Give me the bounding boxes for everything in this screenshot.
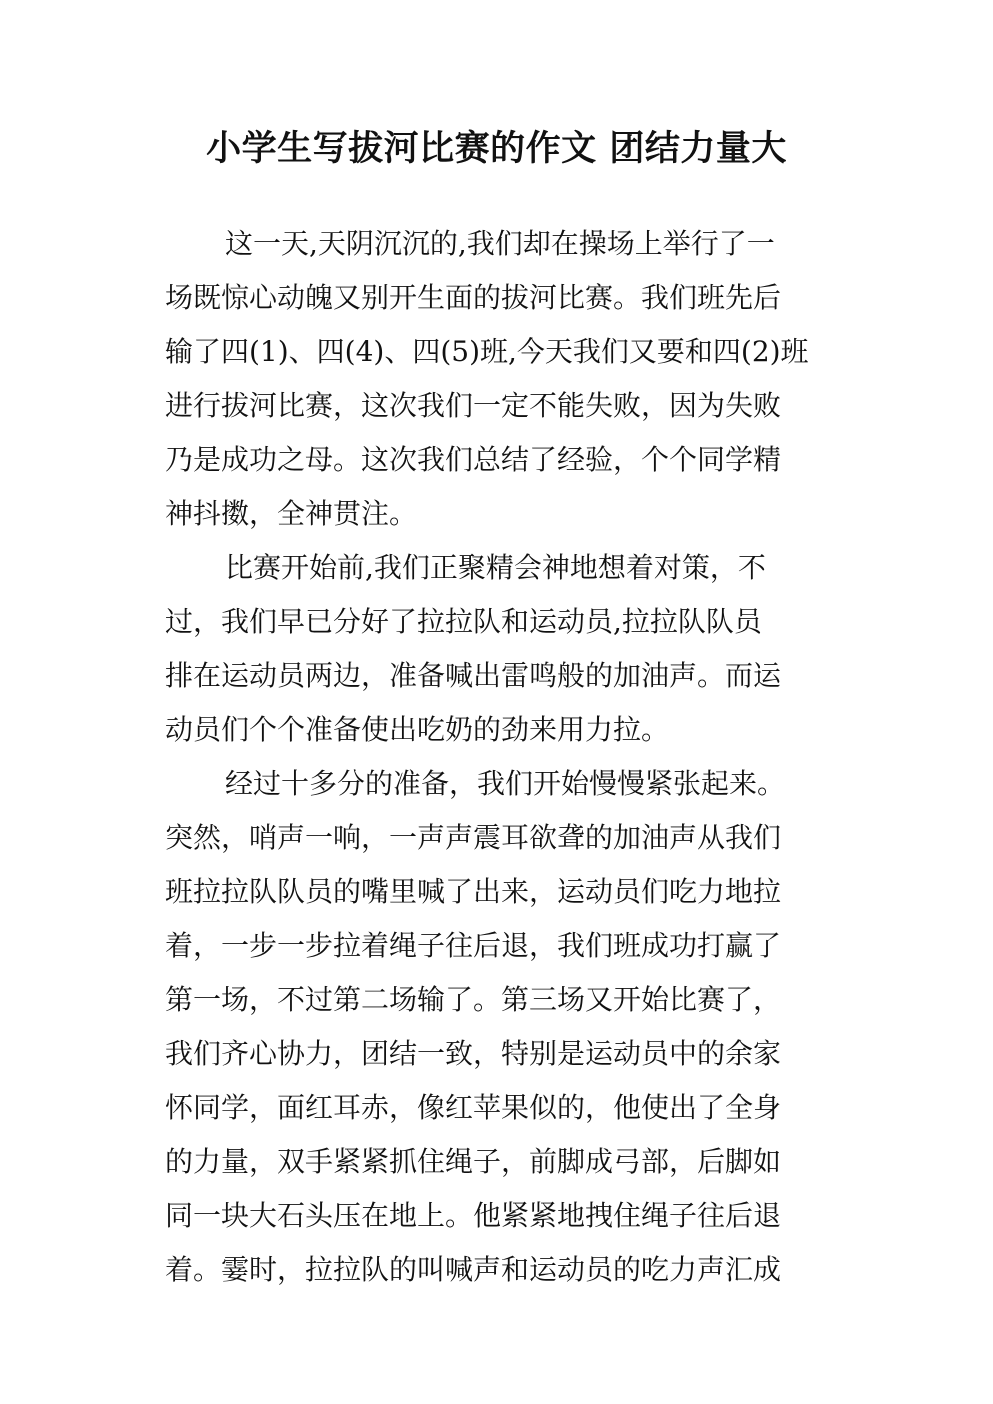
text-line: 第一场，不过第二场输了。第三场又开始比赛了， xyxy=(165,983,782,1016)
text-line: 神抖擞，全神贯注。 xyxy=(165,497,418,530)
essay-body xyxy=(165,217,885,1297)
text-line: 排在运动员两边，准备喊出雷鸣般的加油声。而运 xyxy=(165,659,782,692)
text-line: 输了四(1)、四(4)、四(5)班,今天我们又要和四(2)班 xyxy=(165,335,809,368)
text-line: 同一块大石头压在地上。他紧紧地拽住绳子往后退 xyxy=(165,1199,782,1232)
text-line: 过，我们早已分好了拉拉队和运动员,拉拉队队员 xyxy=(165,605,762,638)
text-line: 比赛开始前,我们正聚精会神地想着对策，不 xyxy=(225,551,766,584)
text-line: 动员们个个准备使出吃奶的劲来用力拉。 xyxy=(165,713,670,746)
text-line: 班拉拉队队员的嘴里喊了出来，运动员们吃力地拉 xyxy=(165,875,782,908)
text-line: 进行拔河比赛，这次我们一定不能失败，因为失败 xyxy=(165,389,782,422)
text-line: 着。霎时，拉拉队的叫喊声和运动员的吃力声汇成 xyxy=(165,1253,782,1286)
document-title: 小学生写拔河比赛的作文 团结力量大 xyxy=(206,129,787,169)
text-line: 我们齐心协力，团结一致，特别是运动员中的余家 xyxy=(165,1037,782,1070)
text-line: 的力量，双手紧紧抓住绳子，前脚成弓部，后脚如 xyxy=(165,1145,782,1178)
text-line: 经过十多分的准备，我们开始慢慢紧张起来。 xyxy=(225,767,786,800)
text-line: 乃是成功之母。这次我们总结了经验，个个同学精 xyxy=(165,443,782,476)
text-line: 这一天,天阴沉沉的,我们却在操场上举行了一 xyxy=(225,227,775,260)
text-line: 怀同学，面红耳赤，像红苹果似的，他使出了全身 xyxy=(165,1091,782,1124)
text-line: 着，一步一步拉着绳子往后退，我们班成功打赢了 xyxy=(165,929,782,962)
text-line: 突然，哨声一响，一声声震耳欲聋的加油声从我们 xyxy=(165,821,782,854)
text-line: 场既惊心动魄又别开生面的拔河比赛。我们班先后 xyxy=(165,281,782,314)
